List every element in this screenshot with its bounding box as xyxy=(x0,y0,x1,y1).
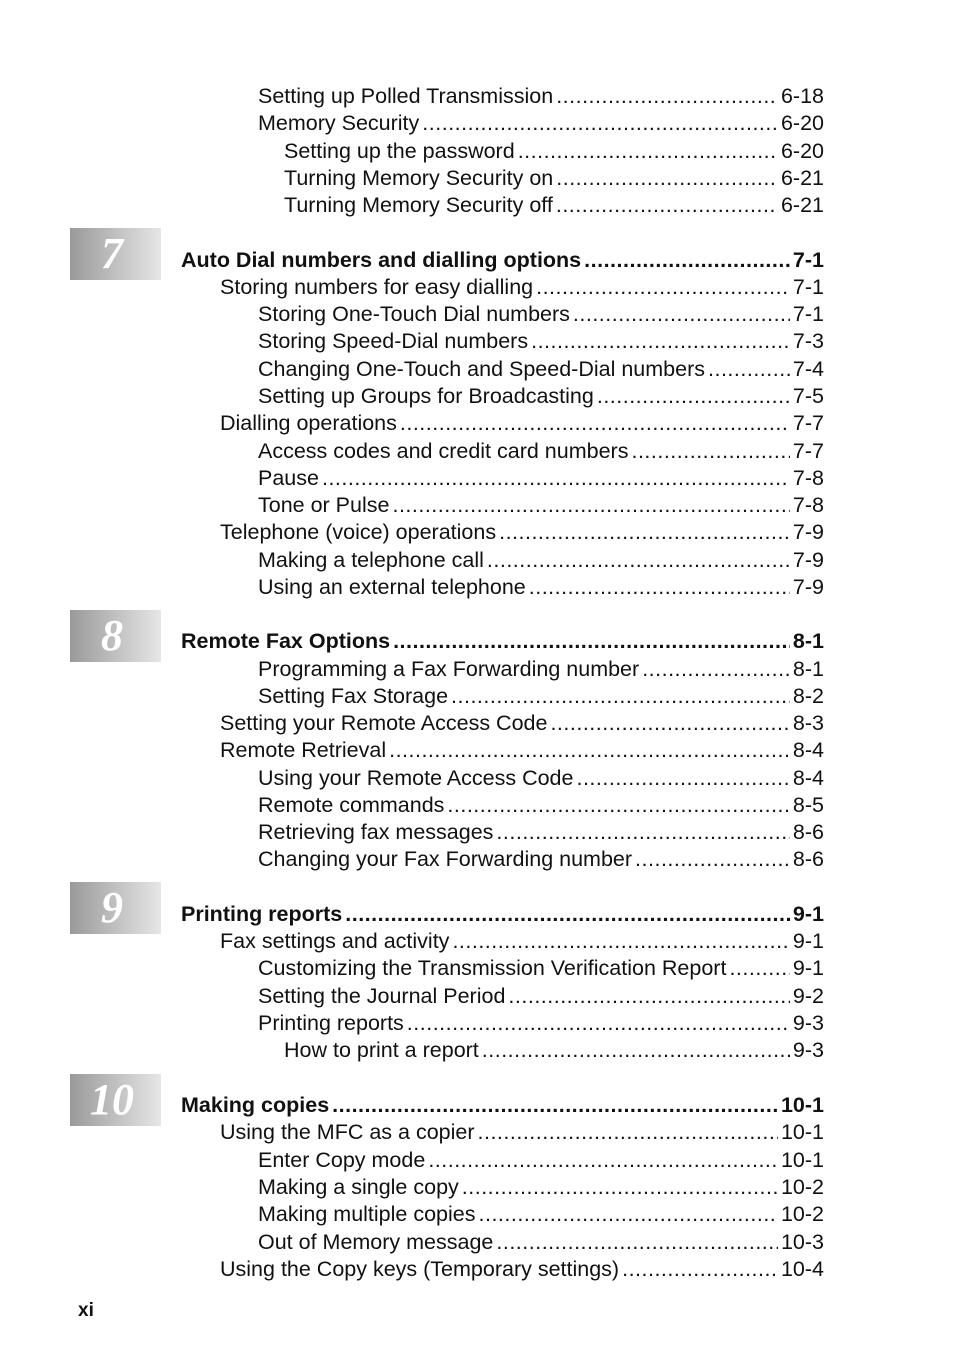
toc-entry[interactable] xyxy=(258,356,824,383)
toc-entry-page: 8-4 xyxy=(792,766,824,790)
dot-leader xyxy=(576,765,789,792)
chapter-tab-8 xyxy=(70,610,161,662)
toc-entry-page: 7-9 xyxy=(792,575,824,599)
toc-entry-page: 8-1 xyxy=(792,629,824,653)
toc-entry-title: Setting Fax Storage xyxy=(258,684,449,708)
toc-chapter-heading[interactable] xyxy=(181,901,824,928)
dot-leader xyxy=(447,792,790,819)
toc-entry-title: Auto Dial numbers and dialling options xyxy=(181,248,582,272)
toc-entry-page: 10-3 xyxy=(780,1230,824,1254)
dot-leader xyxy=(584,247,790,274)
toc-entry-page: 6-20 xyxy=(780,139,824,163)
toc-entry-page: 10-1 xyxy=(780,1120,824,1144)
toc-entry[interactable] xyxy=(284,138,824,165)
toc-chapter-heading[interactable] xyxy=(181,628,824,655)
chapter-tab-10 xyxy=(70,1074,161,1126)
dot-leader xyxy=(556,192,778,219)
toc-entry[interactable] xyxy=(258,1010,824,1037)
toc-entry-title: Customizing the Transmission Verification Report xyxy=(258,956,727,980)
dot-leader xyxy=(487,547,790,574)
dot-leader xyxy=(332,1092,778,1119)
toc-entry-title: Remote Retrieval xyxy=(220,738,387,762)
toc-entry-title: How to print a report xyxy=(284,1038,479,1062)
toc-chapter-heading[interactable] xyxy=(181,1092,824,1119)
dot-leader xyxy=(496,1229,778,1256)
chapter-number: 9 xyxy=(101,883,123,932)
toc-entry-title: Storing numbers for easy dialling xyxy=(220,275,534,299)
toc-entry-title: Access codes and credit card numbers xyxy=(258,439,629,463)
dot-leader xyxy=(531,328,790,355)
toc-entry-page: 6-20 xyxy=(780,111,824,135)
toc-entry-title: Dialling operations xyxy=(220,411,397,435)
dot-leader xyxy=(499,519,790,546)
toc-entry-title: Printing reports xyxy=(181,902,343,926)
dot-leader xyxy=(631,438,789,465)
toc-entry-page: 8-3 xyxy=(792,711,824,735)
toc-entry-title: Setting up Polled Transmission xyxy=(258,84,554,108)
toc-entry-title: Fax settings and activity xyxy=(220,929,450,953)
toc-entry[interactable] xyxy=(220,274,824,301)
toc-entry-title: Memory Security xyxy=(258,111,420,135)
toc-entry-title: Storing One-Touch Dial numbers xyxy=(258,302,570,326)
chapter-tab-9 xyxy=(70,882,161,934)
toc-entry[interactable] xyxy=(258,1147,824,1174)
toc-entry-page: 7-7 xyxy=(792,411,824,435)
dot-leader xyxy=(422,110,778,137)
toc-entry-title: Making copies xyxy=(181,1093,330,1117)
toc-entry-title: Enter Copy mode xyxy=(258,1148,426,1172)
toc-entry[interactable] xyxy=(258,683,824,710)
toc-entry[interactable] xyxy=(220,519,824,546)
chapter-number: 8 xyxy=(101,611,123,660)
dot-leader xyxy=(550,710,789,737)
dot-leader xyxy=(556,165,778,192)
toc-entry-title: Turning Memory Security off xyxy=(284,193,553,217)
toc-entry[interactable] xyxy=(220,410,824,437)
toc-entry-page: 6-21 xyxy=(780,166,824,190)
dot-leader xyxy=(729,955,789,982)
toc-entry-page: 9-3 xyxy=(792,1011,824,1035)
toc-entry[interactable] xyxy=(258,83,824,110)
toc-entry[interactable] xyxy=(258,656,824,683)
toc-entry-page: 10-4 xyxy=(780,1257,824,1281)
toc-entry-page: 9-3 xyxy=(792,1038,824,1062)
toc-entry[interactable] xyxy=(258,328,824,355)
chapter-number: 7 xyxy=(101,229,123,278)
toc-entry-title: Setting the Journal Period xyxy=(258,984,506,1008)
dot-leader xyxy=(556,83,778,110)
dot-leader xyxy=(482,1037,790,1064)
toc-entry-page: 8-4 xyxy=(792,738,824,762)
dot-leader xyxy=(622,1256,778,1283)
toc-entry[interactable] xyxy=(258,110,824,137)
dot-leader xyxy=(708,356,790,383)
toc-entry[interactable] xyxy=(258,574,824,601)
dot-leader xyxy=(451,683,790,710)
toc-entry[interactable] xyxy=(258,1229,824,1256)
dot-leader xyxy=(389,737,790,764)
toc-entry-page: 10-2 xyxy=(780,1175,824,1199)
dot-leader xyxy=(479,1201,778,1228)
toc-entry[interactable] xyxy=(258,1201,824,1228)
toc-entry[interactable] xyxy=(220,1256,824,1283)
toc-entry-title: Using the Copy keys (Temporary settings) xyxy=(220,1257,620,1281)
toc-entry-title: Setting up the password xyxy=(284,139,515,163)
dot-leader xyxy=(400,410,790,437)
dot-leader xyxy=(518,138,778,165)
toc-entry-title: Retrieving fax messages xyxy=(258,820,494,844)
toc-entry-page: 7-1 xyxy=(792,275,824,299)
toc-entry-page: 7-9 xyxy=(792,520,824,544)
toc-entry-title: Tone or Pulse xyxy=(258,493,390,517)
toc-entry-page: 7-5 xyxy=(792,384,824,408)
dot-leader xyxy=(478,1119,778,1146)
chapter-number: 10 xyxy=(90,1075,134,1124)
toc-entry[interactable] xyxy=(258,983,824,1010)
dot-leader xyxy=(529,574,790,601)
toc-entry[interactable] xyxy=(258,301,824,328)
toc-entry-title: Remote commands xyxy=(258,793,445,817)
toc-entry-page: 6-18 xyxy=(780,84,824,108)
toc-entry-page: 10-2 xyxy=(780,1202,824,1226)
toc-entry-page: 9-2 xyxy=(792,984,824,1008)
toc-entry-page: 8-5 xyxy=(792,793,824,817)
toc-entry-title: Telephone (voice) operations xyxy=(220,520,497,544)
toc-chapter-heading[interactable] xyxy=(181,247,824,274)
dot-leader xyxy=(496,819,790,846)
dot-leader xyxy=(452,928,789,955)
dot-leader xyxy=(345,901,790,928)
toc-entry[interactable] xyxy=(284,165,824,192)
toc-entry[interactable] xyxy=(258,955,824,982)
toc-entry-page: 7-8 xyxy=(792,466,824,490)
toc-entry[interactable] xyxy=(258,765,824,792)
dot-leader xyxy=(536,274,790,301)
toc-entry-title: Setting up Groups for Broadcasting xyxy=(258,384,594,408)
toc-entry[interactable] xyxy=(258,383,824,410)
toc-entry[interactable] xyxy=(258,792,824,819)
toc-entry[interactable] xyxy=(258,846,824,873)
toc-entry[interactable] xyxy=(258,465,824,492)
dot-leader xyxy=(573,301,790,328)
toc-entry-title: Setting your Remote Access Code xyxy=(220,711,548,735)
toc-entry-page: 10-1 xyxy=(780,1093,824,1117)
toc-entry-page: 7-8 xyxy=(792,493,824,517)
toc-entry-page: 7-1 xyxy=(792,248,824,272)
toc-entry[interactable] xyxy=(258,547,824,574)
toc-entry-title: Changing your Fax Forwarding number xyxy=(258,847,633,871)
toc-entry[interactable] xyxy=(258,438,824,465)
toc-entry-title: Making a single copy xyxy=(258,1175,459,1199)
toc-entry-title: Storing Speed-Dial numbers xyxy=(258,329,529,353)
page-number: xi xyxy=(78,1300,94,1321)
toc-entry[interactable] xyxy=(220,737,824,764)
toc-entry-page: 7-4 xyxy=(792,357,824,381)
toc-entry[interactable] xyxy=(220,710,824,737)
toc-entry-title: Turning Memory Security on xyxy=(284,166,554,190)
toc-entry-page: 7-7 xyxy=(792,439,824,463)
toc-entry-page: 7-9 xyxy=(792,548,824,572)
dot-leader xyxy=(393,628,790,655)
dot-leader xyxy=(597,383,790,410)
dot-leader xyxy=(508,983,790,1010)
toc-entry[interactable] xyxy=(258,492,824,519)
toc-entry-page: 7-3 xyxy=(792,329,824,353)
toc-entry[interactable] xyxy=(284,1037,824,1064)
dot-leader xyxy=(392,492,789,519)
dot-leader xyxy=(642,656,790,683)
toc-entry[interactable] xyxy=(284,192,824,219)
toc-entry-page: 8-6 xyxy=(792,847,824,871)
toc-entry-title: Changing One-Touch and Speed-Dial numbers xyxy=(258,357,705,381)
toc-entry[interactable] xyxy=(220,1119,824,1146)
chapter-tab-7 xyxy=(70,228,161,280)
toc-entry-page: 9-1 xyxy=(792,956,824,980)
dot-leader xyxy=(635,846,790,873)
dot-leader xyxy=(322,465,790,492)
toc-entry[interactable] xyxy=(258,819,824,846)
dot-leader xyxy=(407,1010,790,1037)
toc-entry-title: Out of Memory message xyxy=(258,1230,494,1254)
toc-entry-page: 9-1 xyxy=(792,902,824,926)
toc-entry-page: 6-21 xyxy=(780,193,824,217)
toc-entry-title: Programming a Fax Forwarding number xyxy=(258,657,640,681)
dot-leader xyxy=(428,1147,778,1174)
toc-entry-title: Making a telephone call xyxy=(258,548,484,572)
toc-entry-title: Using the MFC as a copier xyxy=(220,1120,475,1144)
toc-entry-title: Pause xyxy=(258,466,319,490)
toc-entry-title: Printing reports xyxy=(258,1011,404,1035)
toc-entry[interactable] xyxy=(220,928,824,955)
toc-entry-title: Using your Remote Access Code xyxy=(258,766,574,790)
toc-entry-page: 8-6 xyxy=(792,820,824,844)
toc-entry-page: 8-2 xyxy=(792,684,824,708)
toc-entry-page: 9-1 xyxy=(792,929,824,953)
toc-entry-title: Remote Fax Options xyxy=(181,629,391,653)
toc-entry-title: Using an external telephone xyxy=(258,575,526,599)
dot-leader xyxy=(462,1174,778,1201)
toc-entry-page: 8-1 xyxy=(792,657,824,681)
toc-entry-title: Making multiple copies xyxy=(258,1202,476,1226)
toc-entry[interactable] xyxy=(258,1174,824,1201)
toc-entry-page: 10-1 xyxy=(780,1148,824,1172)
toc-entry-page: 7-1 xyxy=(792,302,824,326)
